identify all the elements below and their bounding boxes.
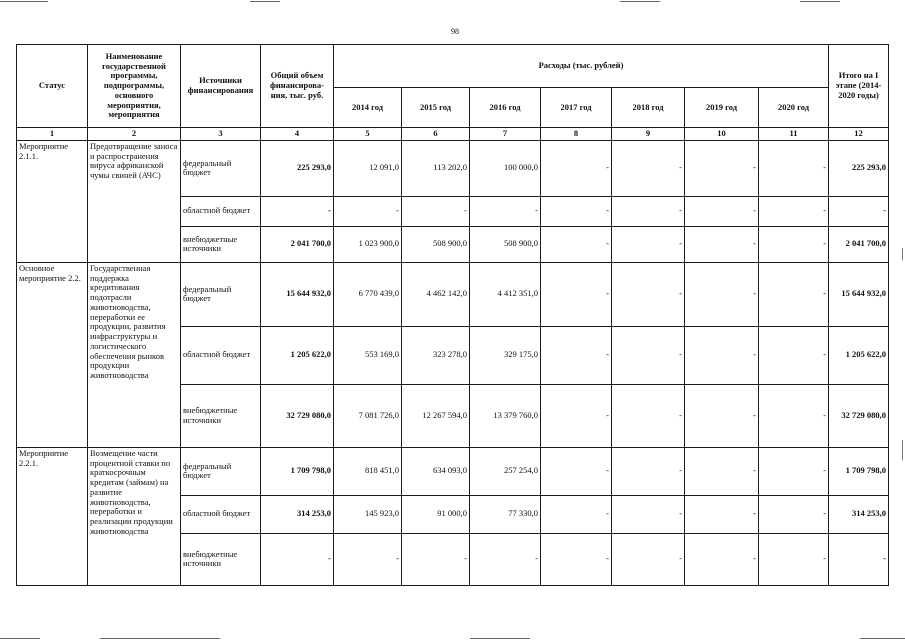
col-number: 11 xyxy=(759,128,829,141)
year-cell: 145 923,0 xyxy=(334,495,402,533)
header-year: 2018 год xyxy=(612,88,685,128)
year-cell: - xyxy=(470,196,541,226)
source-cell: внебюджетные источники xyxy=(181,384,261,447)
year-cell: - xyxy=(685,140,759,196)
header-year: 2019 год xyxy=(685,88,759,128)
stage-total-cell: 15 644 932,0 xyxy=(829,262,889,326)
year-cell: - xyxy=(612,196,685,226)
source-cell: федеральный бюджет xyxy=(181,447,261,495)
year-cell: - xyxy=(402,196,470,226)
col-number: 12 xyxy=(829,128,889,141)
year-cell: - xyxy=(612,495,685,533)
stage-total-cell: 1 709 798,0 xyxy=(829,447,889,495)
year-cell: 329 175,0 xyxy=(470,326,541,384)
source-cell: областной бюджет xyxy=(181,495,261,533)
year-cell: - xyxy=(541,495,612,533)
year-cell: - xyxy=(334,533,402,585)
table-header xyxy=(17,45,889,141)
year-cell: - xyxy=(402,533,470,585)
source-cell: внебюджетные источники xyxy=(181,533,261,585)
year-cell: 818 451,0 xyxy=(334,447,402,495)
year-cell: - xyxy=(685,196,759,226)
header-total-stage: Итого на I этапе (2014-2020 годы) xyxy=(829,45,889,128)
year-cell: - xyxy=(612,533,685,585)
col-number: 8 xyxy=(541,128,612,141)
year-cell: 91 000,0 xyxy=(402,495,470,533)
year-cell: 1 023 900,0 xyxy=(334,226,402,262)
year-cell: 553 169,0 xyxy=(334,326,402,384)
year-cell: - xyxy=(759,533,829,585)
col-number: 7 xyxy=(470,128,541,141)
table-body xyxy=(17,140,889,585)
year-cell: - xyxy=(541,326,612,384)
source-cell: федеральный бюджет xyxy=(181,262,261,326)
year-cell: 508 900,0 xyxy=(470,226,541,262)
header-sources: Источники финансирования xyxy=(181,45,261,128)
year-cell: - xyxy=(685,384,759,447)
total-cell: 32 729 080,0 xyxy=(261,384,334,447)
table-row xyxy=(17,140,889,196)
year-cell: 7 081 726,0 xyxy=(334,384,402,447)
year-cell: 508 900,0 xyxy=(402,226,470,262)
header-expenses: Расходы (тыс. рублей) xyxy=(334,45,829,88)
year-cell: 4 462 142,0 xyxy=(402,262,470,326)
header-year: 2016 год xyxy=(470,88,541,128)
scan-edge-top xyxy=(0,0,905,3)
year-cell: 12 091,0 xyxy=(334,140,402,196)
year-cell: - xyxy=(334,196,402,226)
column-number-row xyxy=(17,128,889,141)
col-number: 2 xyxy=(88,128,181,141)
stage-total-cell: 314 253,0 xyxy=(829,495,889,533)
year-cell: - xyxy=(541,533,612,585)
year-cell: 6 770 439,0 xyxy=(334,262,402,326)
stage-total-cell: 225 293,0 xyxy=(829,140,889,196)
header-total-volume: Общий объем финансирова-ния, тыс. руб. xyxy=(261,45,334,128)
col-number: 4 xyxy=(261,128,334,141)
header-year: 2015 год xyxy=(402,88,470,128)
year-cell: - xyxy=(541,140,612,196)
row-status: Мероприятие 2.2.1. xyxy=(17,447,88,585)
year-cell: - xyxy=(612,447,685,495)
page-number: 98 xyxy=(451,27,459,36)
year-cell: - xyxy=(759,447,829,495)
row-name: Государственная поддержка кредитования подотрасли животноводства, переработки ее продукции, развития инфраструктуры и логистического обеспечения рынков продукции животноводства xyxy=(88,262,181,447)
year-cell: 4 412 351,0 xyxy=(470,262,541,326)
header-year: 2014 год xyxy=(334,88,402,128)
scan-mark xyxy=(902,248,903,260)
year-cell: - xyxy=(685,533,759,585)
year-cell: - xyxy=(759,226,829,262)
stage-total-cell: 2 041 700,0 xyxy=(829,226,889,262)
stage-total-cell: 1 205 622,0 xyxy=(829,326,889,384)
year-cell: 634 093,0 xyxy=(402,447,470,495)
table-row xyxy=(17,262,889,326)
stage-total-cell: - xyxy=(829,196,889,226)
year-cell: - xyxy=(759,384,829,447)
year-cell: 12 267 594,0 xyxy=(402,384,470,447)
year-cell: 323 278,0 xyxy=(402,326,470,384)
year-cell: - xyxy=(685,495,759,533)
total-cell: 314 253,0 xyxy=(261,495,334,533)
year-cell: - xyxy=(541,447,612,495)
year-cell: - xyxy=(541,226,612,262)
year-cell: 77 330,0 xyxy=(470,495,541,533)
source-cell: областной бюджет xyxy=(181,196,261,226)
source-cell: областной бюджет xyxy=(181,326,261,384)
year-cell: - xyxy=(541,384,612,447)
year-cell: 257 254,0 xyxy=(470,447,541,495)
year-cell: - xyxy=(759,495,829,533)
source-cell: федеральный бюджет xyxy=(181,140,261,196)
col-number: 10 xyxy=(685,128,759,141)
year-cell: - xyxy=(759,196,829,226)
col-number: 5 xyxy=(334,128,402,141)
total-cell: 2 041 700,0 xyxy=(261,226,334,262)
total-cell: - xyxy=(261,196,334,226)
stage-total-cell: - xyxy=(829,533,889,585)
total-cell: - xyxy=(261,533,334,585)
year-cell: - xyxy=(612,384,685,447)
year-cell: - xyxy=(541,262,612,326)
year-cell: - xyxy=(685,226,759,262)
stage-total-cell: 32 729 080,0 xyxy=(829,384,889,447)
year-cell: - xyxy=(685,447,759,495)
year-cell: - xyxy=(685,262,759,326)
col-number: 3 xyxy=(181,128,261,141)
col-number: 6 xyxy=(402,128,470,141)
year-cell: - xyxy=(612,262,685,326)
source-cell: внебюджетные источники xyxy=(181,226,261,262)
year-cell: - xyxy=(612,326,685,384)
year-cell: - xyxy=(470,533,541,585)
header-year: 2017 год xyxy=(541,88,612,128)
header-year: 2020 год xyxy=(759,88,829,128)
year-cell: - xyxy=(541,196,612,226)
total-cell: 15 644 932,0 xyxy=(261,262,334,326)
row-name: Возмещение части процентной ставки по краткосрочным кредитам (займам) на развитие животноводства, переработки и реализации продукции животноводства xyxy=(88,447,181,585)
year-cell: - xyxy=(759,140,829,196)
row-name: Предотвращение заноса и распространения вируса африканской чумы свиней (АЧС) xyxy=(88,140,181,262)
col-number: 1 xyxy=(17,128,88,141)
total-cell: 1 205 622,0 xyxy=(261,326,334,384)
scan-mark xyxy=(902,440,903,460)
total-cell: 225 293,0 xyxy=(261,140,334,196)
year-cell: - xyxy=(612,140,685,196)
total-cell: 1 709 798,0 xyxy=(261,447,334,495)
year-cell: - xyxy=(685,326,759,384)
row-status: Мероприятие 2.1.1. xyxy=(17,140,88,262)
budget-table xyxy=(16,44,889,586)
year-cell: - xyxy=(759,326,829,384)
header-name: Наименование государственной программы, подпрограммы, основного мероприятия, мероприятия xyxy=(88,45,181,128)
year-cell: 113 202,0 xyxy=(402,140,470,196)
table-row xyxy=(17,447,889,495)
row-status: Основное мероприятие 2.2. xyxy=(17,262,88,447)
header-status: Статус xyxy=(17,45,88,128)
year-cell: 13 379 760,0 xyxy=(470,384,541,447)
year-cell: - xyxy=(759,262,829,326)
col-number: 9 xyxy=(612,128,685,141)
year-cell: 100 000,0 xyxy=(470,140,541,196)
year-cell: - xyxy=(612,226,685,262)
